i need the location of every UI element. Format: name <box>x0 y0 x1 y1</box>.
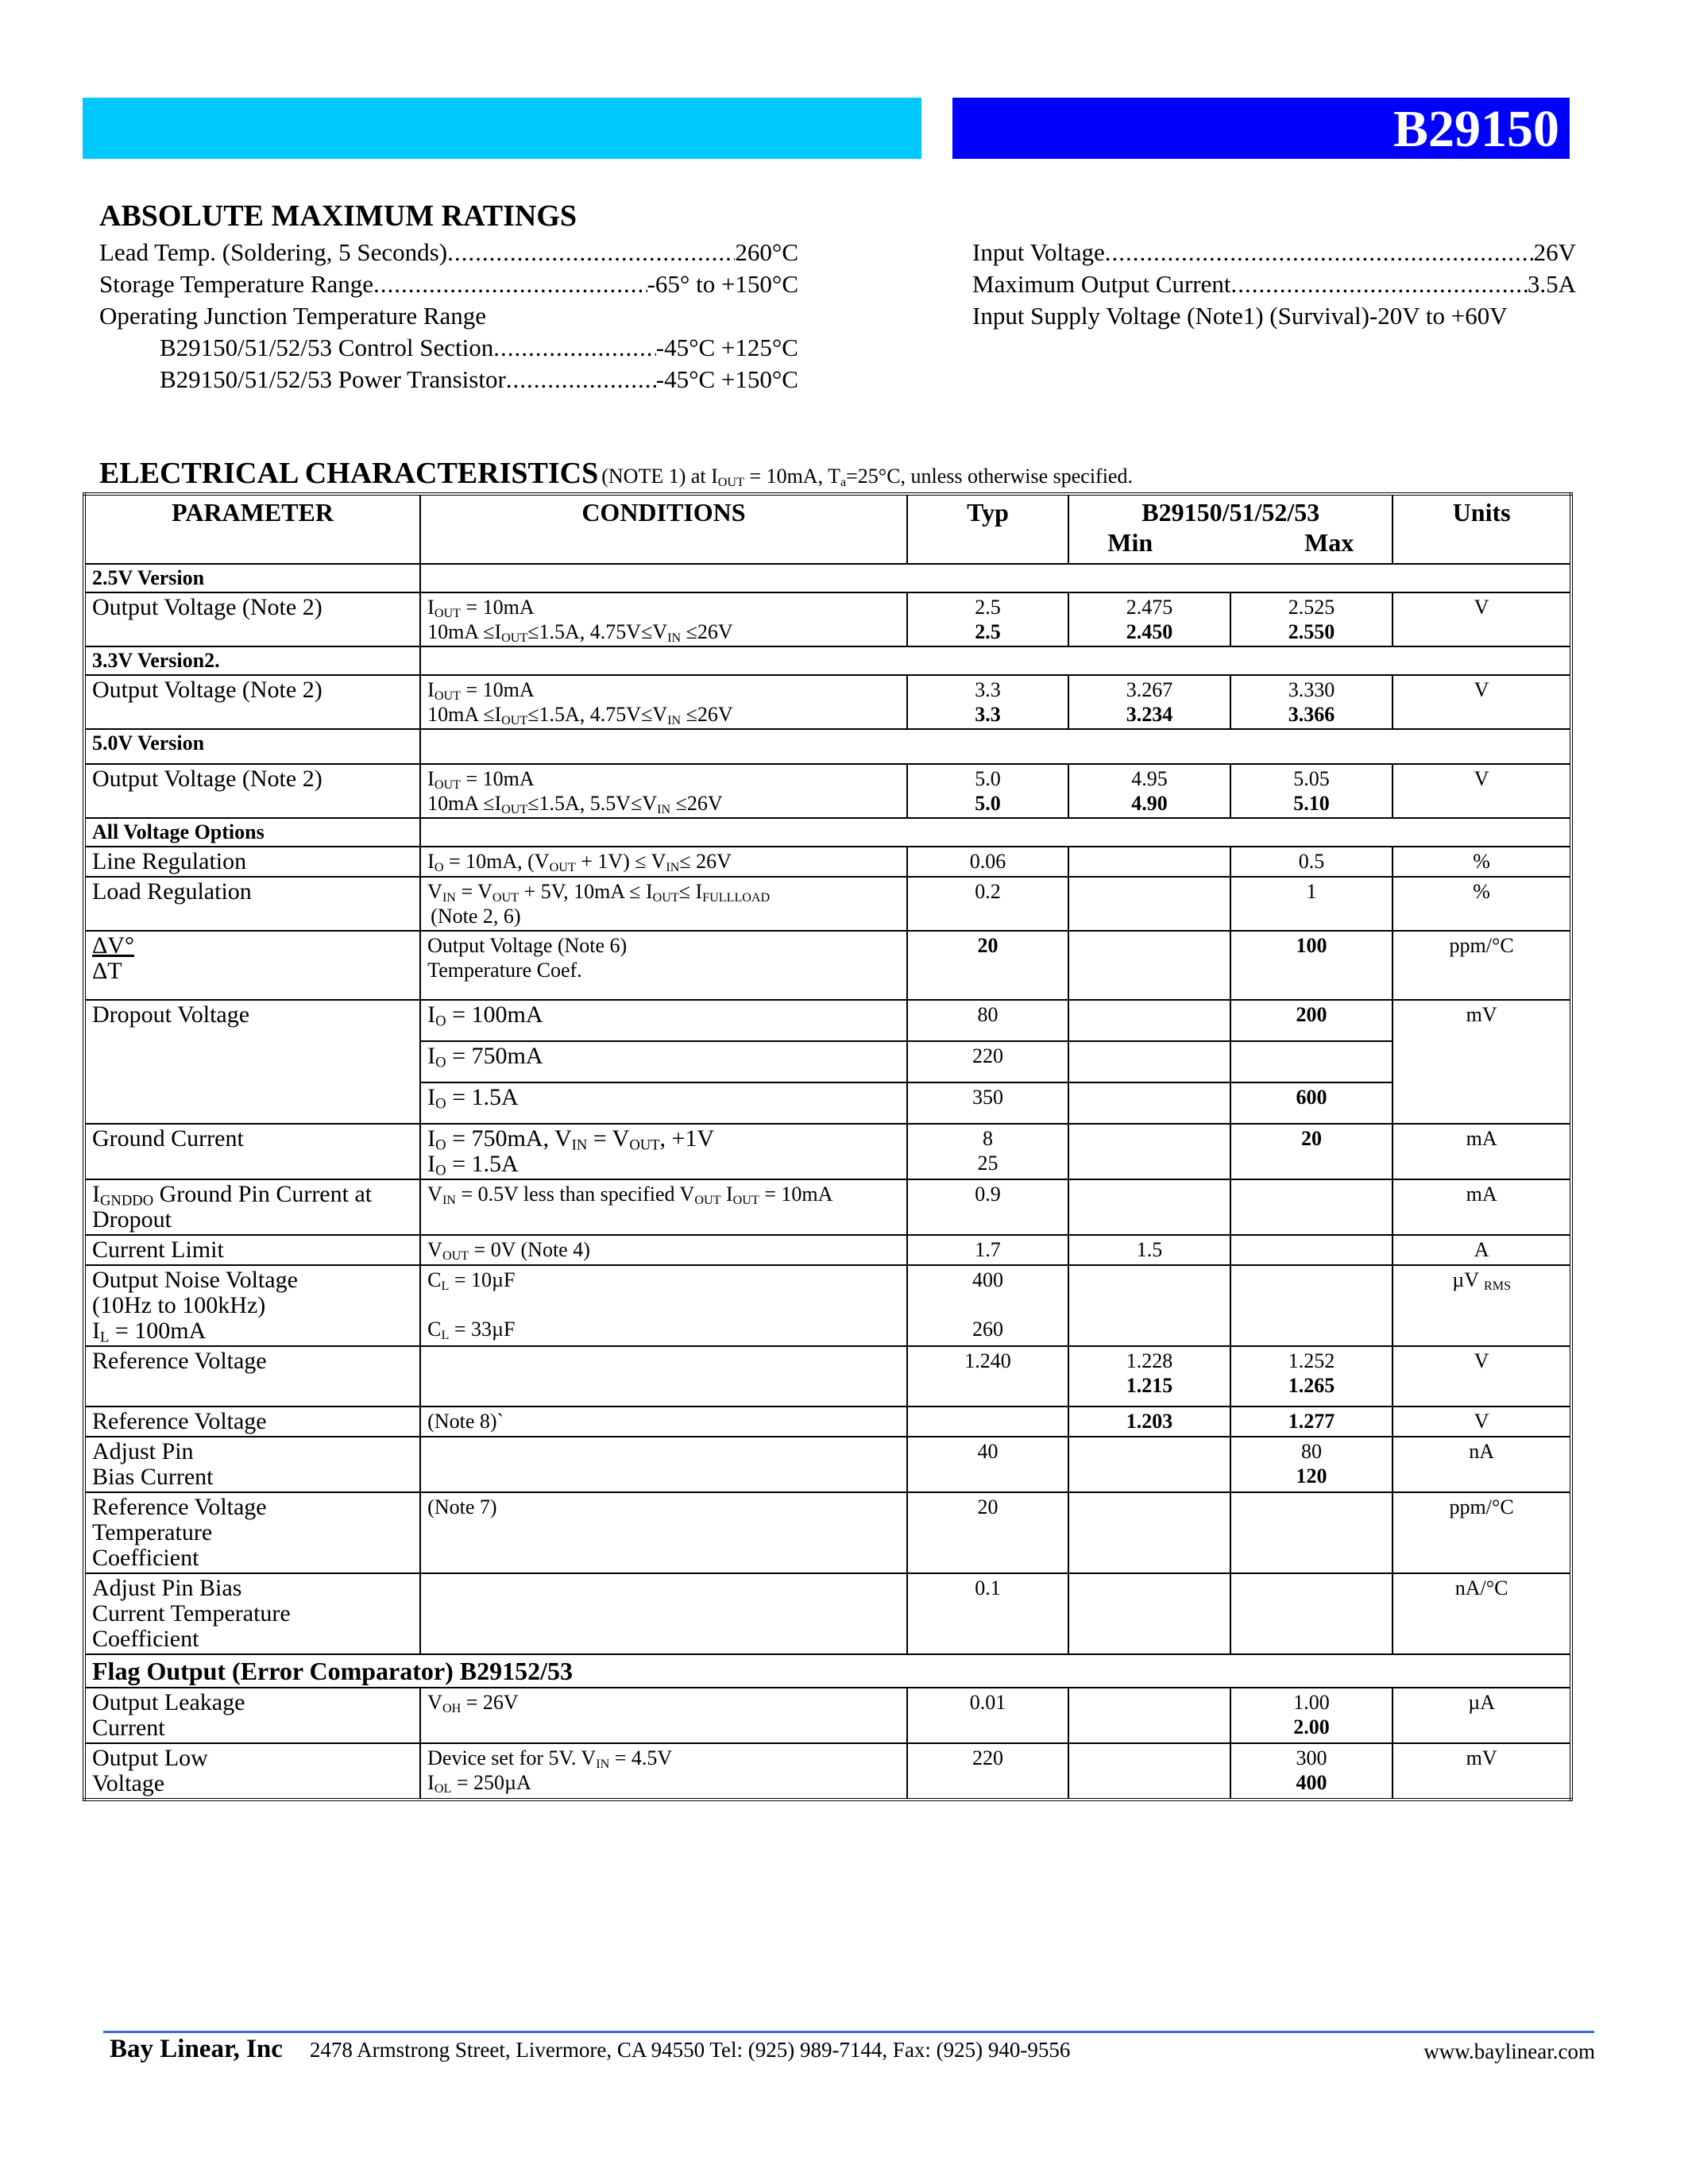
table-header-row <box>84 494 1571 564</box>
table-row: Reference Voltage (Note 8)` 1.203 1.277 V <box>84 1406 1571 1437</box>
table-row: Output Low Voltage Device set for 5V. $V_{IN} = 4.5V$ $I_{OL} = 250\mu A$ 220 300 400 mV <box>84 1743 1571 1800</box>
table-row: Output Noise Voltage (10Hz to 100kHz) $I_L = 100mA$ $C_L = 10\mu F$ $C_L = 33\mu F$ 400 260 µV $_{RMS}$ <box>84 1265 1571 1346</box>
table-row: $I_O = 1.5A$ 350 600 <box>84 1082 1571 1124</box>
abs-max-right-list <box>972 237 1576 332</box>
abs-max-title: ABSOLUTE MAXIMUM RATINGS <box>99 199 577 233</box>
table-row: Output Leakage Current $V_{OH} = 26V$ 0.01 1.00 2.00 µA <box>84 1688 1571 1743</box>
abs-max-left-list <box>99 237 798 396</box>
rating-control-section: B29150/51/52/53 Control Section ..... -45°C +125°C <box>99 332 798 364</box>
table-row: $I_{GNDDO}$ Ground Pin Current at Dropout $V_{IN} = 0.5V$ less than specified $V_{OUT}$ $I_{OUT} = 10mA$ 0.9 mA <box>84 1179 1571 1235</box>
table-row: Ground Current $I_O = 750mA$, $V_{IN} = V_{OUT}$, +1V $I_O = 1.5A$ 8 25 20 mA <box>84 1124 1571 1179</box>
table-row: Current Limit $V_{OUT} = 0V$ (Note 4) 1.7 1.5 A <box>84 1235 1571 1265</box>
table-row: Output Voltage (Note 2) $I_{OUT} = 10mA$ $10mA \le I_{OUT}\le 1.5A$, $4.75V\le V_{IN} \le 26V$ 3.3 3.3 3.267 3.234 3.330 3.366 V <box>84 675 1571 729</box>
footer-website-link[interactable]: www.baylinear.com <box>1423 2039 1595 2063</box>
rating-op-junction: Operating Junction Temperature Range <box>99 302 487 330</box>
table-row: Adjust Pin Bias Current 40 80 120 nA <box>84 1437 1571 1492</box>
header-bar-cyan <box>83 98 921 159</box>
ec-title: ELECTRICAL CHARACTERISTICS (NOTE 1) at $I_{OUT} = 10mA$, $T_a=25^\circ C$, unless otherwise specified. <box>99 457 1133 490</box>
table-row: Load Regulation $V_{IN} = V_{OUT} + 5V$, $10mA \le I_{OUT}\le I_{FULLLOAD}$ (Note 2, 6) 0.2 1 % <box>84 877 1571 931</box>
ec-table <box>83 492 1573 1801</box>
rating-lead-temp: Lead Temp. (Soldering, 5 Seconds) ..... 260°C <box>99 237 798 268</box>
footer-company: Bay Linear, Inc <box>110 2035 283 2063</box>
table-row: Line Regulation $I_O = 10mA$, $(V_{OUT} + 1V) \le V_{IN}\le 26V$ 0.06 0.5 % <box>84 847 1571 877</box>
table-row: Reference Voltage 1.240 1.228 1.215 1.252 1.265 V <box>84 1346 1571 1406</box>
col-parameter: PARAMETER <box>84 494 420 564</box>
rating-power-transistor: B29150/51/52/53 Power Transistor ..... -45°C +150°C <box>99 364 798 396</box>
col-conditions: CONDITIONS <box>420 494 907 564</box>
part-number-title: B29150 <box>1393 100 1559 158</box>
rating-input-supply: Input Supply Voltage (Note1) (Survival)-20V to +60V <box>972 302 1508 330</box>
rating-input-voltage: Input Voltage ..... 26V <box>972 237 1576 268</box>
rating-max-output-current: Maximum Output Current ..... 3.5A <box>972 268 1576 300</box>
section-row: Flag Output (Error Comparator) B29152/53 <box>84 1654 1571 1688</box>
col-units: Units <box>1393 494 1571 564</box>
col-typ: Typ <box>907 494 1069 564</box>
section-row: 5.0V Version <box>84 729 1571 764</box>
table-row: Dropout Voltage $I_O = 100mA$ 80 200 mV <box>84 1000 1571 1041</box>
ec-note: (NOTE 1) at $I_{OUT} = 10mA$, $T_a=25^\circ C$, unless otherwise specified. <box>601 465 1133 490</box>
col-family: B29150/51/52/53 Min Max <box>1068 494 1393 564</box>
footer-address: 2478 Armstrong Street, Livermore, CA 94550 Tel: (925) 989-7144, Fax: (925) 940-9556 <box>309 2038 1071 2062</box>
table-row: Output Voltage (Note 2) $I_{OUT} = 10mA$ $10mA \le I_{OUT}\le 1.5A$, $5.5V\le V_{IN} \le 26V$ 5.0 5.0 4.95 4.90 5.05 5.10 V <box>84 764 1571 818</box>
rating-storage-temp: Storage Temperature Range ..... -65° to +150°C <box>99 268 798 300</box>
footer <box>110 2035 1595 2064</box>
table-row: Reference Voltage Temperature Coefficient (Note 7) 20 ppm/°C <box>84 1492 1571 1573</box>
section-row: 2.5V Version <box>84 564 1571 592</box>
table-row: Output Voltage (Note 2) $I_{OUT} = 10mA$ $10mA \le I_{OUT}\le 1.5A$, $4.75V\le V_{IN} \le 26V$ 2.5 2.5 2.475 2.450 2.525 2.550 V <box>84 592 1571 646</box>
section-row: All Voltage Options <box>84 818 1571 847</box>
table-row: ΔV° ΔT Output Voltage (Note 6) Temperature Coef. 20 100 ppm/°C <box>84 931 1571 1000</box>
table-row: $I_O = 750mA$ 220 <box>84 1041 1571 1082</box>
footer-rule <box>103 2031 1594 2033</box>
table-row: Adjust Pin Bias Current Temperature Coefficient 0.1 nA/°C <box>84 1573 1571 1654</box>
section-row: 3.3V Version2. <box>84 646 1571 675</box>
